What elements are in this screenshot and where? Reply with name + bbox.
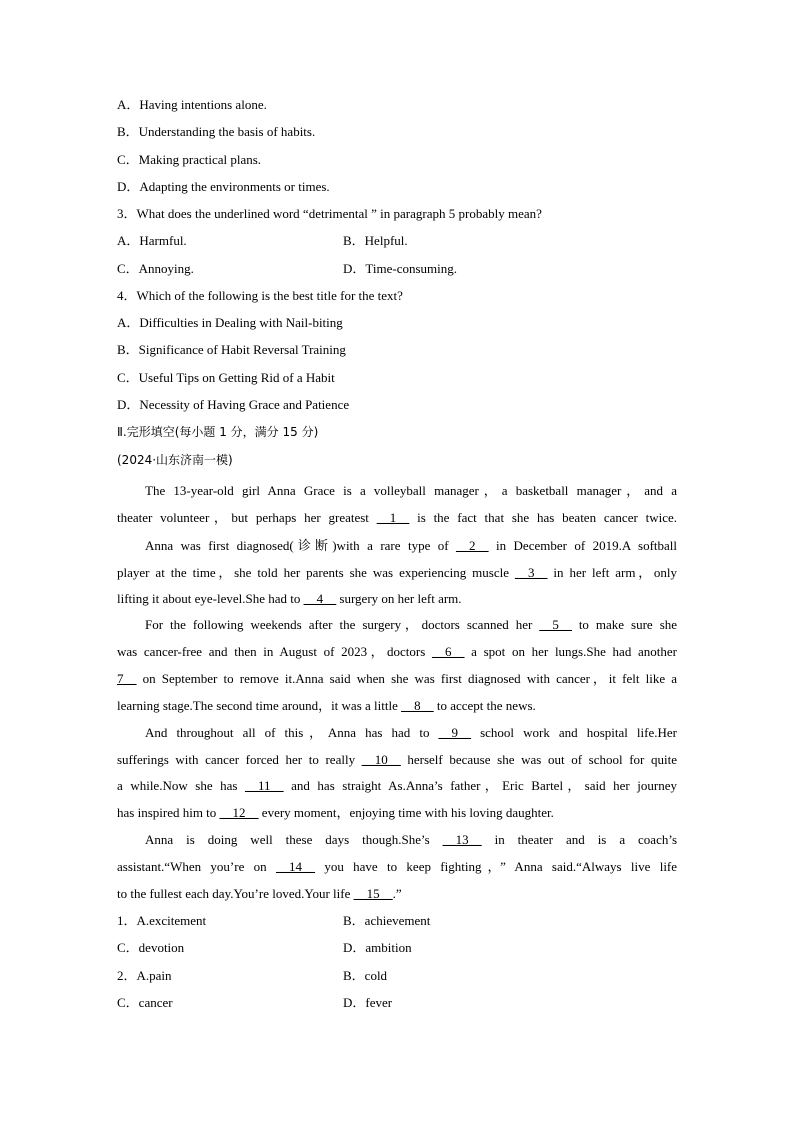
option-3a: A．Harmful. (117, 233, 187, 248)
passage-line: player at the time，she told her parents she was experiencing muscle __3__ in her left arm，only (117, 565, 678, 580)
question-3-stem: 3．What does the underlined word “detrimental ” in paragraph 5 probably mean? (117, 206, 542, 221)
blank-option-2a: 2．A.pain (117, 968, 172, 983)
blank-8: __8__ (401, 698, 434, 713)
blank-option-2d: D．fever (343, 995, 393, 1010)
blank-15: __15__ (353, 886, 393, 901)
blank-9: __9__ (438, 725, 472, 740)
section-heading: Ⅱ.完形填空(每小题 1 分，满分 15 分) (117, 425, 319, 439)
blank-option-2c: C．cancer (117, 995, 173, 1010)
option-2a: A．Having intentions alone. (117, 97, 267, 112)
blank-4: __4__ (303, 591, 337, 606)
blank-12: __12__ (219, 805, 259, 820)
passage-line: lifting it about eye-level.She had to __4__ surgery on her left arm. (117, 591, 462, 606)
passage-line: Anna is doing well these days though.She’s __13__ in theater and is a coach’s (145, 832, 678, 847)
passage-line: a while.Now she has __11__ and has straight As.Anna’s father，Eric Bartel，said her journey (117, 778, 677, 793)
blank-option-1d: D．ambition (343, 940, 412, 955)
option-3c: C．Annoying. (117, 261, 194, 276)
option-4d: D．Necessity of Having Grace and Patience (117, 397, 350, 412)
passage-line: theater volunteer，but perhaps her greatest __1__ is the fact that she has beaten cancer twice. (117, 510, 678, 525)
blank-7: 7__ (117, 671, 137, 686)
passage-line: Anna was first diagnosed(诊断)with a rare type of __2__ in December of 2019.A softball (145, 538, 677, 553)
passage-line: was cancer-free and then in August of 2023，doctors __6__ a spot on her lungs.She had another (117, 644, 677, 659)
blank-option-1c: C．devotion (117, 940, 185, 955)
passage-line: sufferings with cancer forced her to really __10__ herself because she was out of school for quite (117, 752, 678, 767)
blank-14: __14__ (276, 859, 315, 874)
passage-line: The 13-year-old girl Anna Grace is a volleyball manager，a basketball manager，and a (145, 483, 677, 498)
blank-5: __5__ (539, 617, 572, 632)
passage-line: For the following weekends after the surgery，doctors scanned her __5__ to make sure she (145, 617, 678, 632)
blank-13: __13__ (442, 832, 482, 847)
passage-line: has inspired him to __12__ every moment，enjoying time with his loving daughter. (117, 805, 554, 820)
passage-line: 7__ on September to remove it.Anna said when she was first diagnosed with cancer，it felt like a (117, 671, 678, 686)
passage-line: assistant.“When you’re on __14__ you have to keep fighting，” Anna said.“Always live life (117, 859, 678, 874)
option-2d: D．Adapting the environments or times. (117, 179, 330, 194)
option-4a: A．Difficulties in Dealing with Nail-biting (117, 315, 343, 330)
passage-line: And throughout all of this，Anna has had to __9__ school work and hospital life.Her (145, 725, 677, 740)
blank-6: __6__ (431, 644, 465, 659)
blank-11: __11__ (245, 778, 284, 793)
blank-option-2b: B．cold (343, 968, 388, 983)
option-4c: C．Useful Tips on Getting Rid of a Habit (117, 370, 335, 385)
blank-option-1a: 1．A.excitement (117, 913, 207, 928)
blank-option-1b: B．achievement (343, 913, 431, 928)
question-4-stem: 4．Which of the following is the best title for the text? (117, 288, 403, 303)
blank-1: __1__ (376, 510, 410, 525)
blank-2: __2__ (456, 538, 489, 553)
blank-10: __10__ (361, 752, 401, 767)
option-3b: B．Helpful. (343, 233, 408, 248)
blank-3: __3__ (514, 565, 548, 580)
option-2c: C．Making practical plans. (117, 152, 262, 167)
option-3d: D．Time-consuming. (343, 261, 457, 276)
passage-line: to the fullest each day.You’re loved.Your life __15__.” (117, 886, 402, 901)
section-source: (2024·山东济南一模) (117, 453, 233, 467)
option-2b: B．Understanding the basis of habits. (117, 124, 316, 139)
option-4b: B．Significance of Habit Reversal Training (117, 342, 346, 357)
passage-line: learning stage.The second time around，it was a little __8__ to accept the news. (117, 698, 536, 713)
